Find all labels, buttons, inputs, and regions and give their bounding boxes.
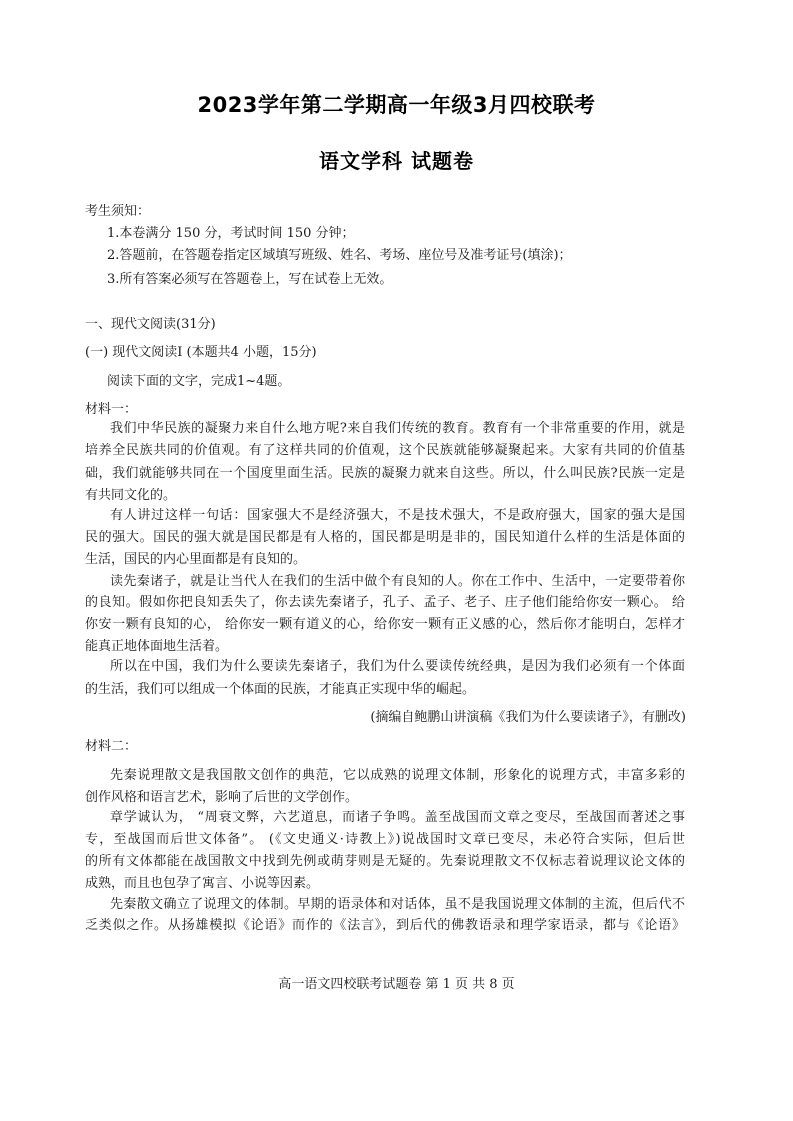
material1-line: 能真正地体面地生活着。	[85, 639, 229, 654]
material1-label: 材料一：	[85, 402, 138, 417]
material1-line: 所以在中国，我们为什么要读先秦诸子，我们为什么要读传统经典，是因为我们必须有一个体面	[110, 659, 685, 674]
page-footer: 高一语文四校联考试题卷 第 1 页 共 8 页	[278, 977, 515, 992]
material2-line: 先秦说理散文是我国散文创作的典范，它以成熟的说理文体制，形象化的说理方式，丰富多彩的	[110, 768, 685, 783]
material2-line: 章学诚认为， “周衰文弊，六艺道息，而诸子争鸣。盖至战国而文章之变尽，至战国而著述之事	[110, 810, 685, 825]
exam-title: 2023学年第二学期高一年级3月四校联考	[197, 93, 596, 117]
notice-item: 2.答题前，在答题卷指定区域填写班级、姓名、考场、座位号及准考证号(填涂)；	[107, 248, 572, 263]
material1-source: (摘编自鲍鹏山讲演稿《我们为什么要读诸子》，有删改)	[370, 710, 686, 725]
material1-line: 生活，国民的内心里面都是有良知的。	[85, 552, 307, 567]
material1-line: 有共同文化的。	[85, 488, 177, 503]
material1-line: 民的强大。国民的强大就是国民都是有人格的，国民都是明是非的，国民知道什么样的生活是体面的	[85, 530, 685, 545]
material1-line: 你安一颗有良知的心， 给你安一颗有道义的心，给你安一颗有正义感的心，然后你才能明白，怎样才	[85, 617, 685, 632]
material1-line: 读先秦诸子，就是让当代人在我们的生活中做个有良知的人。你在工作中、生活中，一定要带着你	[110, 574, 685, 589]
material2-line: 成熟，而且也包孕了寓言、小说等因素。	[85, 876, 320, 891]
material2-line: 创作风格和语言艺术，影响了后世的文学创作。	[85, 790, 359, 805]
material1-line: 我们中华民族的凝聚力来自什么地方呢?来自我们传统的教育。教育有一个非常重要的作用，就是	[110, 421, 685, 436]
notice-item: 3.所有答案必须写在答题卷上，写在试卷上无效。	[107, 272, 393, 287]
notice-heading: 考生须知：	[85, 204, 151, 219]
section-instruction: 阅读下面的文字，完成1~4题。	[107, 374, 291, 389]
material2-line: 的所有文体都能在战国散文中找到先例或萌芽则是无疑的。先秦说理散文不仅标志着说理议论文体的	[85, 854, 685, 869]
material1-line: 的良知。假如你把良知丢失了，你去读先秦诸子，孔子、孟子、老子、庄子他们能给你安一颗心。 给	[85, 595, 685, 610]
material1-line: 的生活，我们可以组成一个体面的民族，才能真正实现中华的崛起。	[85, 682, 476, 697]
material2-line: 乏类似之作。从扬雄模拟《论语》而作的《法言》，到后代的佛教语录和理学家语录，都与《论语》	[85, 918, 685, 933]
section-heading: 一、现代文阅读(31分)	[85, 317, 216, 332]
material1-line: 有人讲过这样一句话：国家强大不是经济强大，不是技术强大，不是政府强大，国家的强大是国	[110, 508, 685, 523]
notice-item: 1.本卷满分 150 分，考试时间 150 分钟；	[107, 226, 355, 241]
material1-line: 础，我们就能够共同在一个国度里面生活。民族的凝聚力就来自这些。所以，什么叫民族?民族一定是	[85, 466, 685, 481]
section-subheading: (一) 现代文阅读Ⅰ (本题共4 小题，15分)	[85, 345, 317, 360]
material2-line: 专，至战国而后世文体备”。 (《文史通义·诗教上》)说战国时文章已变尽，未必符合实际，但后世	[85, 832, 685, 847]
exam-subtitle: 语文学科 试题卷	[319, 149, 474, 173]
material2-label: 材料二：	[85, 739, 138, 754]
material2-line: 先秦散文确立了说理文的体制。早期的语录体和对话体，虽不是我国说理文体制的主流，但后代不	[110, 897, 685, 912]
material1-line: 培养全民族共同的价值观。有了这样共同的价值观，这个民族就能够凝聚起来。大家有共同的价值基	[85, 443, 685, 458]
